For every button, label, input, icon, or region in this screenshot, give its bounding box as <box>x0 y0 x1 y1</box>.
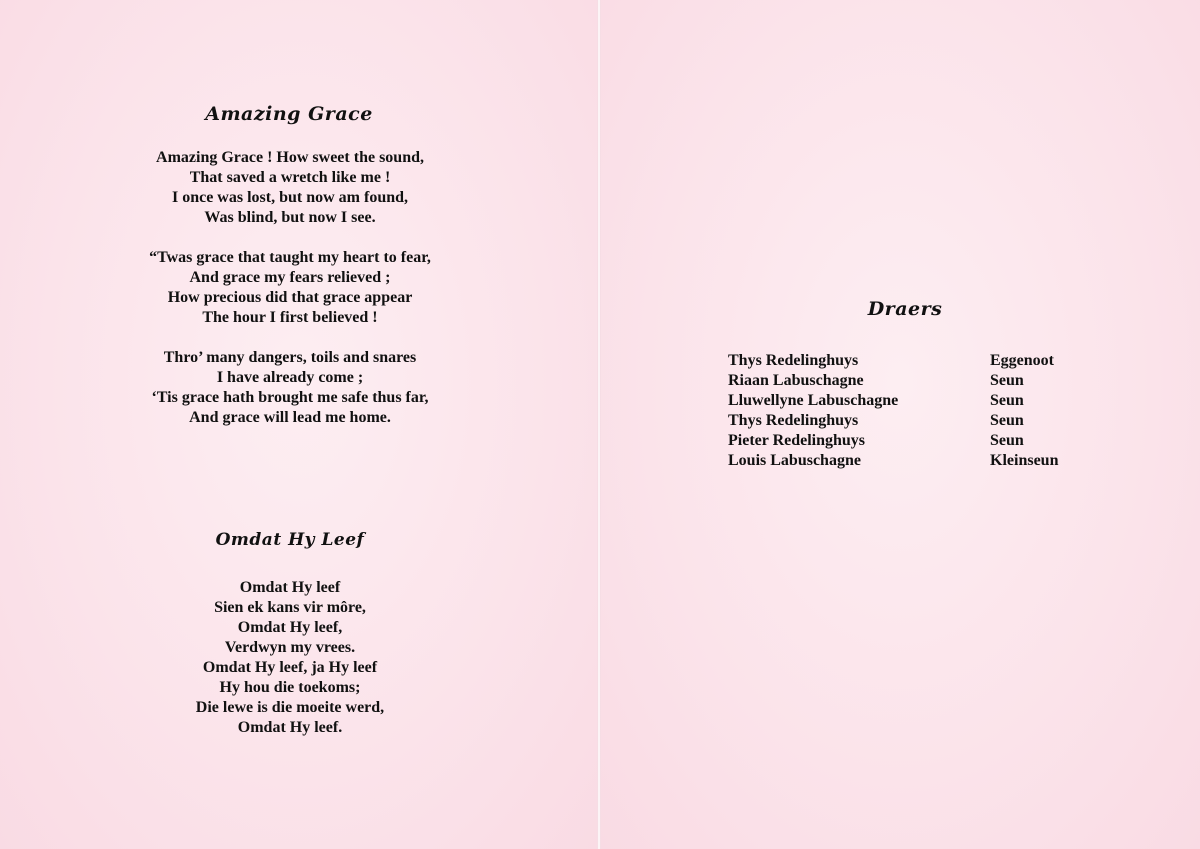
bearer-relation: Seun <box>990 372 1024 389</box>
amazing-grace-stanza-2 <box>90 248 490 328</box>
verse-line: Sien ek kans vir môre, <box>214 599 366 616</box>
verse-line: That saved a wretch like me ! <box>189 169 391 186</box>
bearer-name: Pieter Redelinghuys <box>728 432 866 449</box>
bearer-relation: Seun <box>990 392 1024 409</box>
verse-line: Verdwyn my vrees. <box>224 639 356 656</box>
bearer-name: Thys Redelinghuys <box>728 412 859 429</box>
omdat-hy-leef-title: Omdat Hy Leef <box>215 530 365 550</box>
bearer-name: Thys Redelinghuys <box>728 352 859 369</box>
verse-line: Thro’ many dangers, toils and snares <box>163 349 417 366</box>
page-fold <box>597 0 601 849</box>
bearer-relation: Seun <box>990 432 1024 449</box>
bearers-list <box>728 351 1080 471</box>
list-item <box>728 451 1080 471</box>
bearer-relation: Eggenoot <box>990 352 1054 369</box>
verse-line: And grace my fears relieved ; <box>189 269 391 286</box>
omdat-hy-leef-lyrics <box>90 578 490 738</box>
list-item <box>728 371 1080 391</box>
verse-line: How precious did that grace appear <box>167 289 413 306</box>
verse-line: Amazing Grace ! How sweet the sound, <box>156 149 424 166</box>
bearer-relation: Kleinseun <box>990 452 1059 469</box>
bearer-name: Lluwellyne Labuschagne <box>728 392 899 409</box>
verse-line: I have already come ; <box>216 369 364 386</box>
list-item <box>728 411 1080 431</box>
verse-line: Omdat Hy leef, ja Hy leef <box>202 659 378 676</box>
amazing-grace-stanza-3 <box>90 348 490 428</box>
verse-line: I once was lost, but now am found, <box>171 189 409 206</box>
verse-line: “Twas grace that taught my heart to fear, <box>149 249 431 266</box>
verse-line: Hy hou die toekoms; <box>219 679 361 696</box>
verse-line: Omdat Hy leef, <box>237 619 343 636</box>
amazing-grace-title: Amazing Grace <box>205 103 373 125</box>
list-item <box>728 391 1080 411</box>
verse-line: ‘Tis grace hath brought me safe thus far, <box>151 389 429 406</box>
verse-line: Die lewe is die moeite werd, <box>195 699 385 716</box>
verse-line: The hour I first believed ! <box>202 309 378 326</box>
bearer-name: Riaan Labuschagne <box>728 372 864 389</box>
verse-line: And grace will lead me home. <box>189 409 391 426</box>
verse-line: Omdat Hy leef. <box>237 719 343 736</box>
draers-title: Draers <box>867 298 943 320</box>
list-item <box>728 431 1080 451</box>
bearer-relation: Seun <box>990 412 1024 429</box>
amazing-grace-stanza-1 <box>90 148 490 228</box>
verse-line: Omdat Hy leef <box>239 579 341 596</box>
list-item <box>728 351 1080 371</box>
verse-line: Was blind, but now I see. <box>204 209 376 226</box>
bearer-name: Louis Labuschagne <box>728 452 861 469</box>
